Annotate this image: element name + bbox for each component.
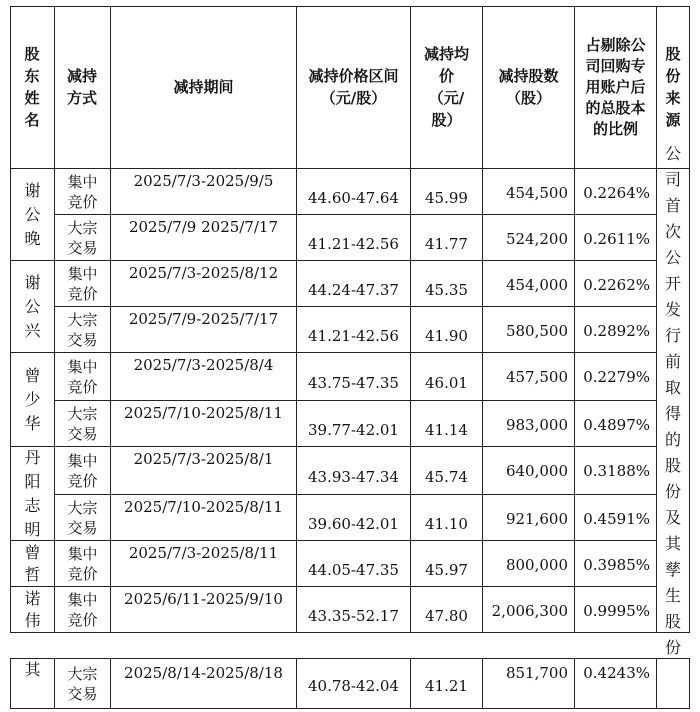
- reduction-period: 2025/7/3-2025/8/4: [133, 356, 274, 374]
- shares-reduced: 454,000: [505, 276, 568, 294]
- share-ratio: 0.2611%: [583, 230, 650, 248]
- reduction-method: 集中竞价: [67, 590, 98, 629]
- reduction-method: 集中竞价: [67, 451, 98, 490]
- share-ratio: 0.2264%: [583, 184, 650, 202]
- reduction-method: 大宗交易: [67, 404, 98, 443]
- share-ratio: 0.4591%: [583, 510, 650, 528]
- header-shares: 减持股数（股）: [498, 67, 559, 107]
- reduction-period: 2025/7/3-2025/8/12: [128, 264, 279, 282]
- average-price: 45.35: [425, 280, 468, 299]
- reduction-method: 集中竞价: [67, 544, 98, 583]
- share-ratio: 0.2262%: [583, 276, 650, 294]
- shareholder-name: 诺伟: [24, 588, 41, 630]
- share-ratio: 0.3985%: [583, 556, 650, 574]
- header-source: 股份来源: [665, 45, 681, 129]
- reduction-period: 2025/7/10-2025/8/11: [124, 404, 283, 422]
- reduction-method: 集中竞价: [67, 357, 98, 396]
- reduction-method: 大宗交易: [67, 310, 98, 349]
- price-range: 43.75-47.35: [308, 373, 399, 392]
- price-range: 44.60-47.64: [308, 188, 399, 207]
- price-range: 39.77-42.01: [308, 420, 399, 439]
- share-ratio: 0.4243%: [583, 664, 650, 682]
- average-price: 41.14: [425, 420, 468, 439]
- average-price: 41.21: [425, 676, 468, 695]
- shares-reduced: 2,006,300: [491, 602, 568, 620]
- shareholder-name: 曾哲: [24, 542, 41, 584]
- share-ratio: 0.3188%: [583, 462, 650, 480]
- price-range: 41.21-42.56: [308, 234, 399, 253]
- share-source: 公司首次公开发行前取得的股份及其孳生股份: [664, 143, 681, 657]
- average-price: 45.99: [425, 188, 468, 207]
- price-range: 39.60-42.01: [308, 514, 399, 533]
- shares-reduced: 454,500: [505, 184, 568, 202]
- shares-reduced: 580,500: [505, 322, 568, 340]
- reduction-method: 大宗交易: [67, 218, 98, 257]
- share-ratio: 0.2892%: [583, 322, 650, 340]
- shares-reduced: 640,000: [505, 462, 568, 480]
- reduction-period: 2025/8/14-2025/8/18: [124, 664, 283, 682]
- average-price: 41.90: [425, 326, 468, 345]
- shares-reduced: 800,000: [505, 556, 568, 574]
- average-price: 45.74: [425, 467, 468, 486]
- header-ratio: 占剔除公司回购专用账户后的总股本的比例: [585, 35, 646, 138]
- header-method: 减持方式: [66, 67, 97, 107]
- shareholder-name: 丹阳志明: [24, 447, 41, 539]
- shares-reduced: 851,700: [505, 664, 568, 682]
- reduction-period: 2025/7/3-2025/8/11: [128, 544, 279, 562]
- reduction-period: 2025/7/9-2025/7/17: [128, 310, 279, 328]
- shareholder-name: 谢公晚: [24, 180, 41, 248]
- average-price: 41.10: [425, 514, 468, 533]
- shares-reduced: 457,500: [505, 368, 568, 386]
- shares-reduced: 921,600: [505, 510, 568, 528]
- reduction-period: 2025/7/10-2025/8/11: [124, 498, 283, 516]
- reduction-period: 2025/7/3-2025/9/5: [133, 172, 274, 190]
- shareholder-name: 其: [24, 660, 41, 679]
- reduction-method: 集中竞价: [67, 264, 98, 303]
- reduction-period: 2025/6/11-2025/9/10: [124, 590, 283, 608]
- header-price-range: 减持价格区间（元/股）: [308, 67, 399, 107]
- price-range: 43.35-52.17: [308, 606, 399, 625]
- price-range: 44.05-47.35: [308, 560, 399, 579]
- reduction-method: 大宗交易: [67, 664, 98, 703]
- price-range: 43.93-47.34: [308, 467, 399, 486]
- price-range: 40.78-42.04: [308, 676, 399, 695]
- shares-reduced: 524,200: [505, 230, 568, 248]
- reduction-method: 大宗交易: [67, 498, 98, 537]
- header-period: 减持期间: [173, 78, 234, 96]
- average-price: 47.80: [425, 606, 468, 625]
- average-price: 46.01: [425, 373, 468, 392]
- price-range: 41.21-42.56: [308, 326, 399, 345]
- shareholder-name: 谢公兴: [24, 272, 41, 340]
- shareholder-name: 曾少华: [24, 365, 41, 433]
- share-ratio: 0.9995%: [583, 602, 650, 620]
- price-range: 44.24-47.37: [308, 280, 399, 299]
- reduction-method: 集中竞价: [67, 172, 98, 211]
- average-price: 45.97: [425, 560, 468, 579]
- reduction-period: 2025/7/9 2025/7/17: [128, 218, 279, 236]
- average-price: 41.77: [425, 234, 468, 253]
- shares-reduced: 983,000: [505, 416, 568, 434]
- share-ratio: 0.2279%: [583, 368, 650, 386]
- header-avg-price: 减持均价（元/股）: [423, 45, 469, 129]
- reduction-period: 2025/7/3-2025/8/1: [133, 450, 274, 468]
- share-ratio: 0.4897%: [583, 416, 650, 434]
- header-shareholder-name: 股东姓名: [24, 45, 40, 129]
